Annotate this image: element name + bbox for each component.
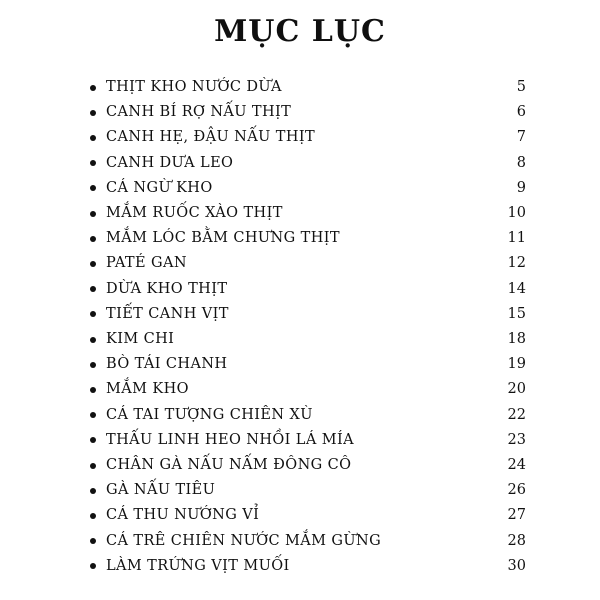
toc-entry-title: TIẾT CANH VỊT (106, 305, 229, 322)
toc-entry-title: MẮM LÓC BẰM CHƯNG THỊT (106, 230, 340, 247)
toc-entry-page: 30 (507, 557, 526, 574)
toc-entry-page: 6 (516, 104, 526, 121)
toc-entry-title: CANH HẸ, ĐẬU NẤU THỊT (106, 129, 316, 146)
toc-entry-title: MẮM RUỐC XÀO THỊT (106, 205, 283, 221)
toc-entry (90, 429, 526, 451)
toc-entry (90, 378, 526, 400)
bullet-icon (90, 236, 96, 242)
bullet-icon (90, 513, 96, 519)
bullet-icon (90, 362, 96, 368)
toc-entry-title: BÒ TÁI CHANH (106, 356, 228, 373)
toc-entry-page: 26 (507, 482, 526, 499)
toc-entry-page: 24 (507, 457, 526, 473)
toc-entry-page: 5 (516, 79, 526, 95)
toc-entry (90, 76, 526, 98)
toc-entry (90, 530, 526, 552)
toc-entry-page: 11 (507, 230, 526, 247)
toc-entry-page: 18 (507, 331, 526, 347)
toc-entry-title: THỊT KHO NƯỚC DỪA (106, 79, 282, 95)
toc-entry (90, 454, 526, 476)
bullet-icon (90, 261, 96, 267)
page-title: MỤC LỤC (214, 14, 386, 49)
toc-entry-page: 19 (507, 356, 526, 373)
toc-entry-page: 20 (507, 381, 526, 398)
toc-entry-title: MẮM KHO (106, 381, 189, 398)
toc-entry-page: 22 (507, 406, 526, 423)
toc-entry (90, 479, 526, 501)
toc-entry-title: CÁ NGỪ KHO (106, 179, 213, 196)
toc-entry-page: 10 (507, 205, 526, 221)
toc-entry (90, 101, 526, 123)
toc-entry-page: 23 (507, 431, 526, 448)
bullet-icon (90, 135, 96, 141)
toc-entry (90, 152, 526, 174)
bullet-icon (90, 160, 96, 166)
toc-entry-title: CÁ TAI TƯỢNG CHIÊN XÙ (106, 406, 313, 423)
toc-entry (90, 126, 526, 148)
toc-entry-page: 14 (507, 280, 526, 297)
toc-entry (90, 504, 526, 526)
bullet-icon (90, 211, 96, 217)
toc-entry (90, 555, 526, 577)
bullet-icon (90, 286, 96, 292)
bullet-icon (90, 563, 96, 569)
bullet-icon (90, 488, 96, 494)
toc-entry-page: 27 (507, 507, 526, 524)
toc-entry-title: THẤU LINH HEO NHỒI LÁ MÍA (106, 431, 354, 448)
toc-entry-page: 12 (507, 255, 526, 272)
toc-entry-page: 15 (507, 305, 526, 322)
toc-entry (90, 353, 526, 375)
toc-entry-page: 28 (507, 532, 526, 549)
toc-entry (90, 202, 526, 224)
bullet-icon (90, 538, 96, 544)
toc-entry-title: KIM CHI (106, 331, 175, 347)
toc-entry (90, 328, 526, 350)
bullet-icon (90, 412, 96, 418)
toc-entry (90, 227, 526, 249)
toc-entry (90, 404, 526, 426)
bullet-icon (90, 85, 96, 91)
toc-entry-title: CÁ TRÊ CHIÊN NƯỚC MẮM GỪNG (106, 532, 382, 549)
bullet-icon (90, 387, 96, 393)
toc-entry (90, 303, 526, 325)
bullet-icon (90, 311, 96, 317)
toc-entry-title: DỪA KHO THỊT (106, 280, 228, 297)
toc-entry-title: CHÂN GÀ NẤU NẤM ĐÔNG CÔ (106, 457, 352, 473)
toc-entry (90, 177, 526, 199)
toc-entry-title: CANH BÍ RỢ NẤU THỊT (106, 104, 292, 121)
toc-entry-page: 9 (516, 179, 526, 196)
toc-entry-title: PATÉ GAN (106, 255, 187, 272)
toc-entry-title: LÀM TRỨNG VỊT MUỐI (106, 557, 290, 574)
bullet-icon (90, 110, 96, 116)
toc-entry (90, 252, 526, 274)
toc-entry-title: GÀ NẤU TIÊU (106, 482, 216, 499)
toc-entry-title: CANH DƯA LEO (106, 154, 234, 171)
bullet-icon (90, 337, 96, 343)
toc-entry (90, 278, 526, 300)
bullet-icon (90, 437, 96, 443)
toc-entry-page: 8 (516, 154, 526, 171)
toc-entry-title: CÁ THU NƯỚNG VỈ (106, 507, 260, 524)
bullet-icon (90, 185, 96, 191)
bullet-icon (90, 463, 96, 469)
toc-entry-page: 7 (516, 129, 526, 146)
